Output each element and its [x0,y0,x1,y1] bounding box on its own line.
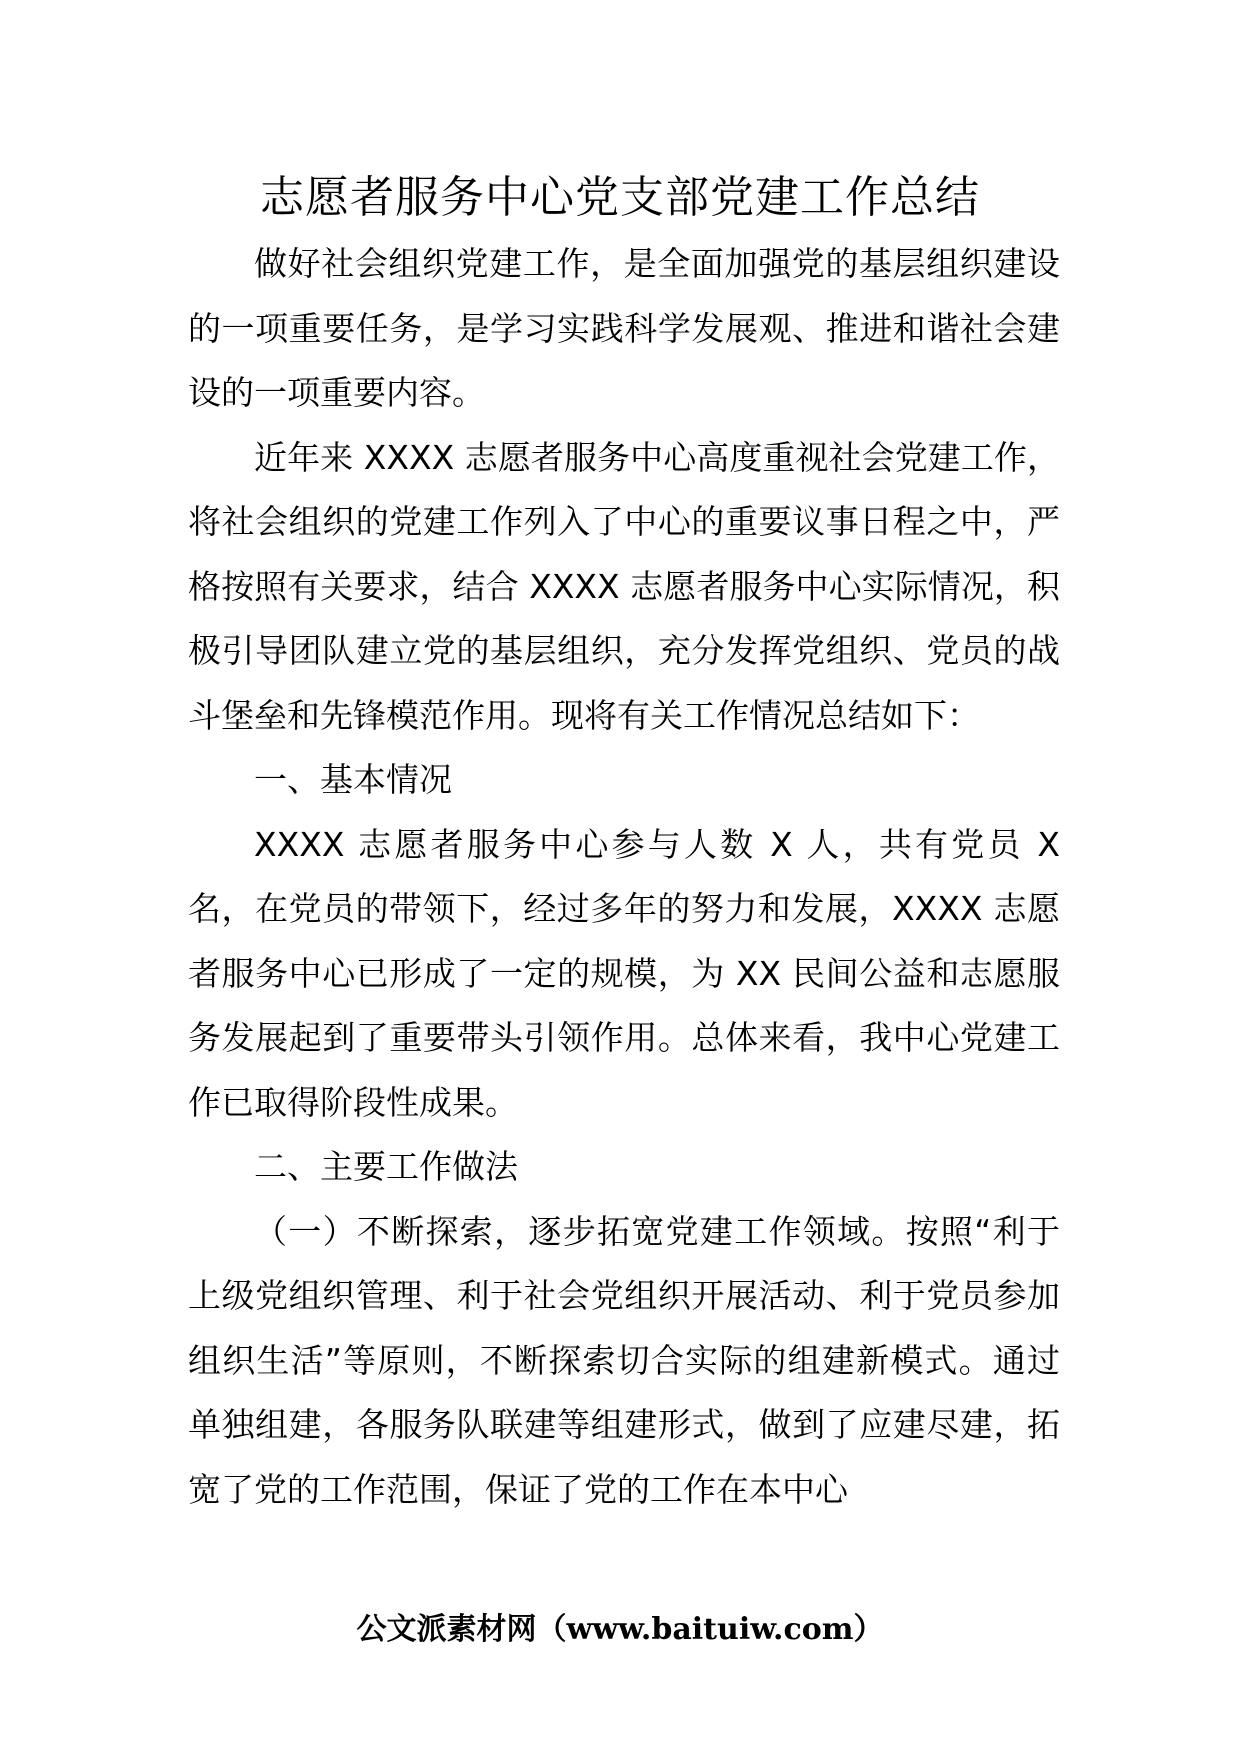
footer-watermark: 公文派素材网（www.baituiw.com） [356,1612,884,1647]
document-title: 志愿者服务中心党支部党建工作总结 [260,172,980,223]
paragraph-practice-1: （一）不断探索，逐步拓宽党建工作领域。按照“利于上级党组织管理、利于社会党组织开展活动、利于党员参加组织生活”等原则，不断探索切合实际的组建新模式。通过单独组建，各服务队联建等组建形式，做到了应建尽建，拓宽了党的工作范围，保证了党的工作在本中心 [188,1211,1060,1509]
paragraph-overview: 近年来 XXXX 志愿者服务中心高度重视社会党建工作，将社会组织的党建工作列入了中心的重要议事日程之中，严格按照有关要求，结合 XXXX 志愿者服务中心实际情况，积极引导团队建立党的基层组织，充分发挥党组织、党员的战斗堡垒和先锋模范作用。现将有关工作情况总结如下： [188,437,1060,735]
section-heading-practice: 二、主要工作做法 [254,1147,518,1186]
paragraph-intro: 做好社会组织党建工作，是全面加强党的基层组织建设的一项重要任务，是学习实践科学发展观、推进和谐社会建设的一项重要内容。 [188,244,1060,412]
section-heading-basic: 一、基本情况 [254,760,452,799]
document-body [188,232,1060,1522]
paragraph-basic: XXXX 志愿者服务中心参与人数 X 人，共有党员 X 名，在党员的带领下，经过多年的努力和发展，XXXX 志愿者服务中心已形成了一定的规模，为 XX 民间公益和志愿服务发展起到了重要带头引领作用。总体来看，我中心党建工作已取得阶段性成果。 [188,824,1060,1122]
